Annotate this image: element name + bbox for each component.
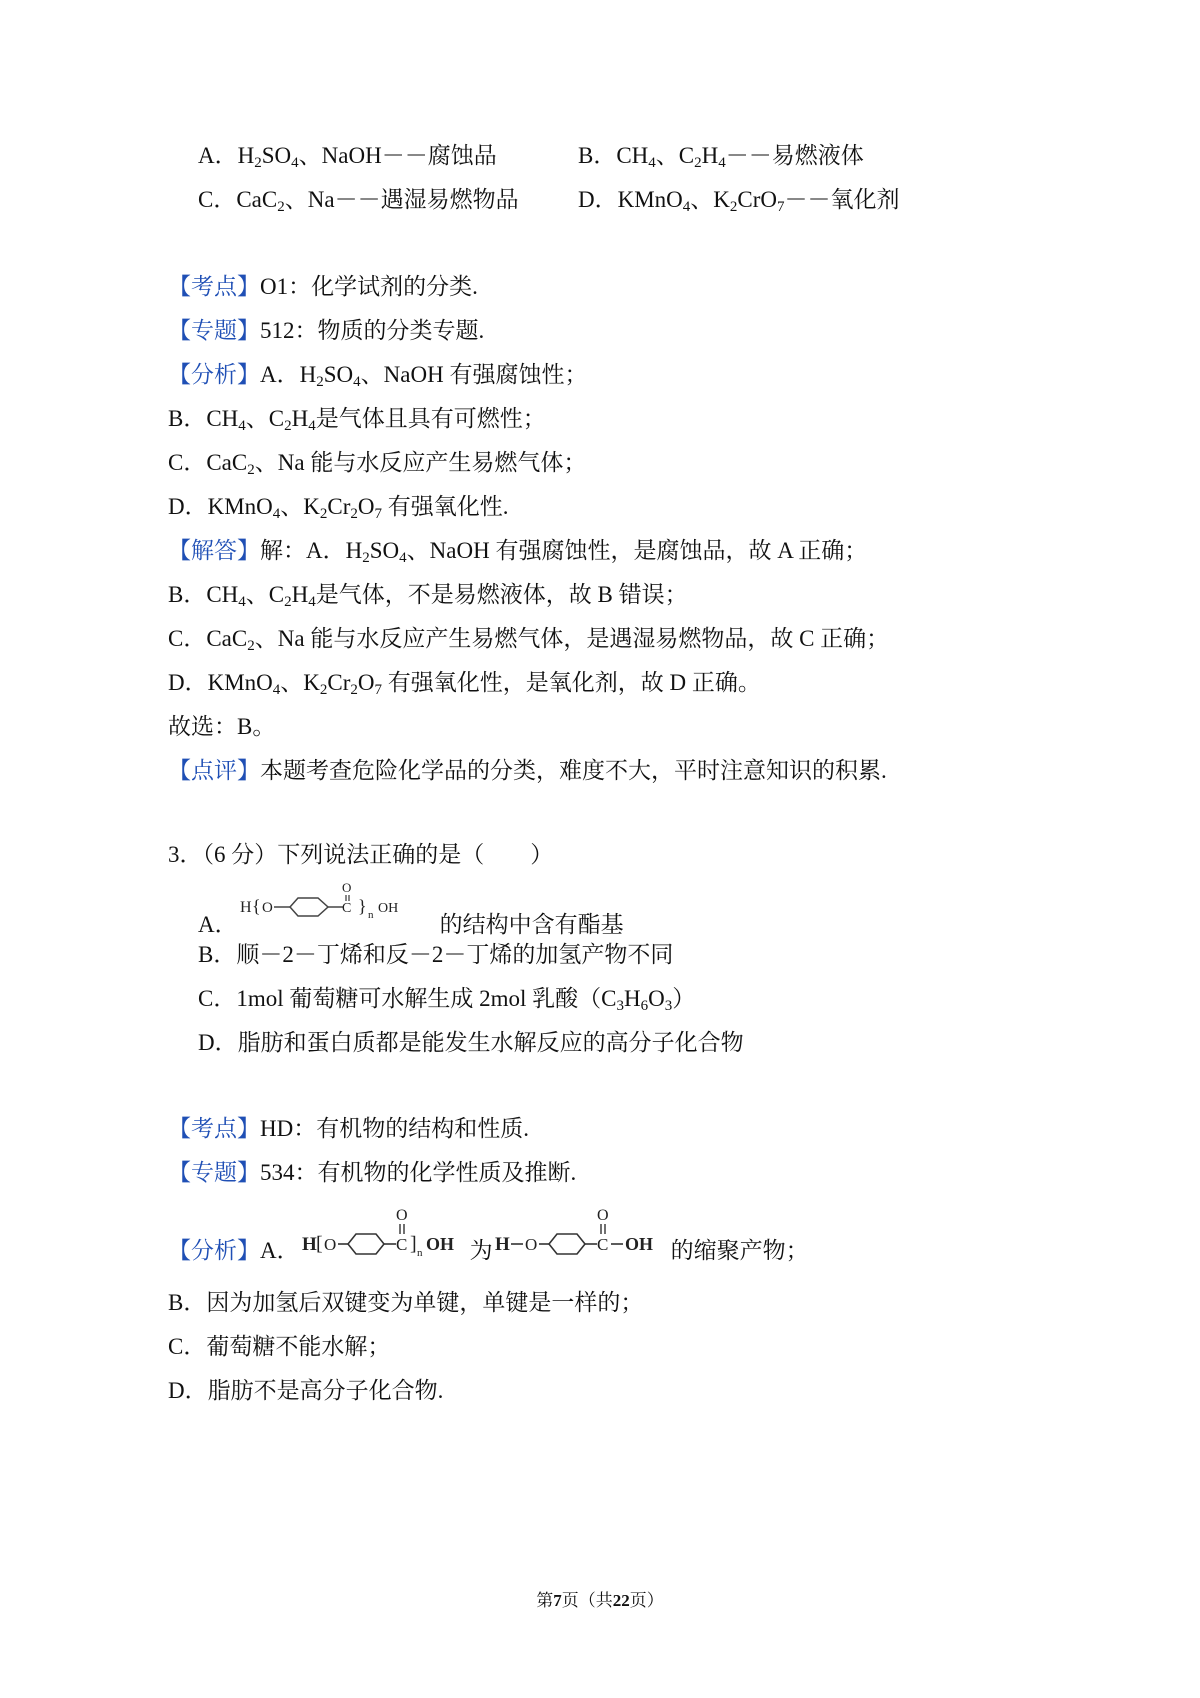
svg-text:H: H	[301, 1234, 317, 1255]
svg-text:}: }	[357, 896, 367, 916]
svg-text:C: C	[341, 901, 351, 916]
option-d: D．KMnO$_4$、$K_2CrO_7--$氧化剂	[578, 187, 900, 215]
q2-jieda-c: C．CaC$_2$、Na 能与水反应产生易燃气体，是遇湿易燃物品，故 C 正确；	[168, 626, 890, 654]
svg-text:O: O	[395, 1207, 408, 1224]
page-number: 7	[553, 1591, 562, 1610]
svg-text:[: [	[315, 1233, 323, 1255]
svg-text:O: O	[596, 1207, 609, 1224]
q3-option-d: D．脂肪和蛋白质都是能发生水解反应的高分子化合物	[198, 1030, 744, 1055]
svg-text:C: C	[596, 1235, 608, 1254]
q2-dianping: 【点评】本题考查危险化学品的分类，难度不大，平时注意知识的积累.	[168, 758, 887, 783]
q2-fenxi-c: C．CaC$_2$、Na 能与水反应产生易燃气体；	[168, 450, 587, 478]
q3-fenxi-d: D．脂肪不是高分子化合物.	[168, 1378, 444, 1403]
svg-text:H: H	[494, 1234, 510, 1255]
q3-kaodian: 【考点】HD：有机物的结构和性质.	[168, 1116, 529, 1141]
q3-fenxi-a: 【分析】A． H [ O O C ] n OH 为 H O O C OH 的缩聚产物；	[168, 1206, 809, 1268]
q2-answer: 故选：B。	[168, 714, 276, 739]
q2-kaodian: 【考点】O1：化学试剂的分类.	[168, 274, 478, 299]
option-c: C．CaC$_2$、Na－－遇湿易燃物品	[198, 187, 519, 215]
svg-text:n: n	[416, 1247, 423, 1259]
total-pages: 22	[612, 1591, 630, 1610]
monomer-formula-image	[493, 1206, 671, 1276]
svg-text:C: C	[395, 1235, 407, 1254]
page-footer: 第7页（共22页）	[536, 1591, 664, 1610]
q3-option-b: B．顺－2－丁烯和反－2－丁烯的加氢产物不同	[198, 942, 674, 967]
q3-fenxi-c: C．葡萄糖不能水解；	[168, 1334, 391, 1359]
svg-text:O: O	[341, 880, 352, 895]
q2-jieda-a: 【解答】解：A．$H_2SO_4$、NaOH 有强腐蚀性，是腐蚀品，故 A 正确；	[168, 538, 868, 566]
q3-option-c: C．1mol 葡萄糖可水解生成 2mol 乳酸$(C_3H_6O_3)$	[198, 986, 696, 1014]
svg-text:H: H	[239, 899, 252, 916]
svg-text:]: ]	[409, 1233, 417, 1255]
polymer-formula-image	[300, 1206, 470, 1276]
svg-text:O: O	[524, 1235, 537, 1254]
q3-stem: 3．（6 分）下列说法正确的是（ ）	[168, 842, 554, 867]
q2-fenxi-b: B．$CH_4$、$C_2H_4$是气体且具有可燃性；	[168, 406, 546, 434]
q2-fenxi-d: D．KMnO$_4$、$K_2Cr_2O_7$ 有强氧化性.	[168, 494, 509, 522]
option-a: A．$H_2SO_4$、NaOH－－腐蚀品	[198, 143, 497, 171]
svg-text:OH: OH	[377, 901, 398, 916]
q3-option-a: A． H { O O C } n OH 的结构中含有酯基	[198, 878, 624, 932]
svg-text:n: n	[367, 909, 374, 921]
q2-jieda-b: B．$CH_4$、$C_2H_4$是气体，不是易燃液体，故 B 错误；	[168, 582, 688, 610]
q3-fenxi-b: B．因为加氢后双键变为单键，单键是一样的；	[168, 1290, 644, 1315]
svg-text:{: {	[251, 896, 261, 916]
q2-jieda-d: D．KMnO$_4$、$K_2Cr_2O_7$ 有强氧化性，是氧化剂，故 D 正确。	[168, 670, 761, 698]
option-b: B．$CH_4$、$C_2H_4--$易燃液体	[578, 143, 864, 171]
svg-text:O: O	[323, 1235, 336, 1254]
q2-zhuanti: 【专题】512：物质的分类专题.	[168, 318, 485, 343]
svg-text:OH: OH	[624, 1234, 653, 1254]
q3-zhuanti: 【专题】534：有机物的化学性质及推断.	[168, 1160, 577, 1185]
svg-text:O: O	[261, 900, 273, 916]
q2-fenxi-a: 【分析】A．$H_2SO_4$、NaOH 有强腐蚀性；	[168, 362, 588, 390]
svg-text:OH: OH	[425, 1234, 454, 1254]
